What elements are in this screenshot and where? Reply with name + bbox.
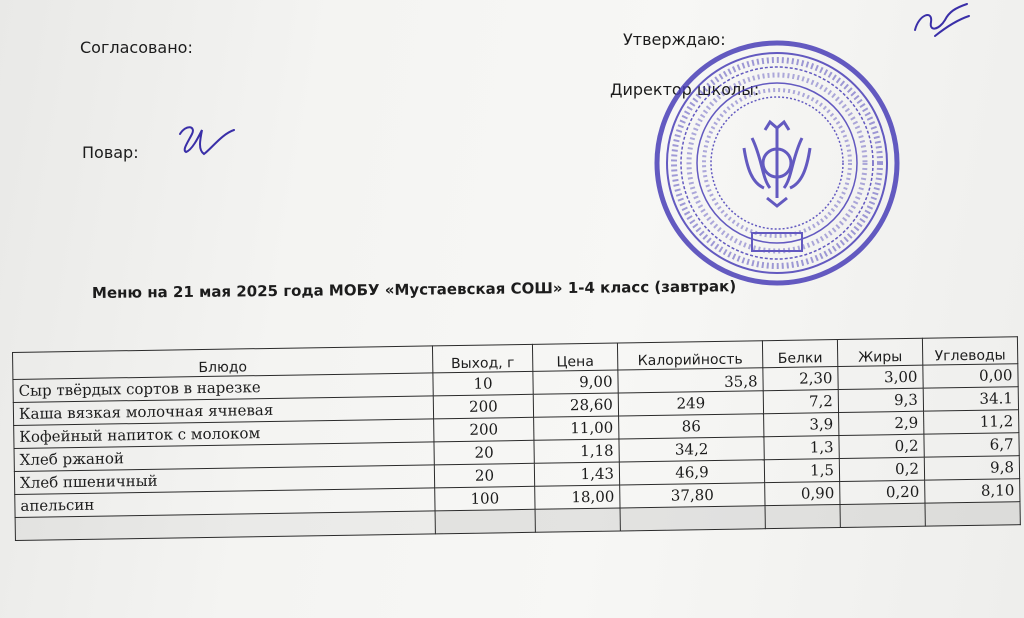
dish-protein: 1,5 [764, 459, 839, 483]
dish-calories: 249 [618, 391, 763, 416]
col-header-yield: Выход, г [432, 344, 532, 373]
dish-yield: 20 [434, 463, 534, 488]
dish-fat: 2,9 [839, 411, 924, 435]
director-signature [905, 0, 975, 45]
dish-name: Сыр твёрдых сортов в нарезке [13, 373, 433, 403]
cook-signature [172, 120, 242, 160]
dish-fat: 0,20 [840, 480, 925, 504]
dish-yield: 100 [435, 486, 535, 511]
dish-name: Кофейный напиток с молоком [14, 419, 434, 449]
col-header-carbs: Углеводы [922, 337, 1017, 365]
col-header-calories: Калорийность [617, 341, 762, 370]
cook-label: Повар: [82, 143, 139, 162]
dish-carbs: 34.1 [923, 387, 1018, 411]
menu-table [12, 336, 1021, 541]
dish-protein: 1,3 [764, 436, 839, 460]
dish-carbs: 8,10 [925, 479, 1020, 503]
approved-label: Согласовано: [80, 38, 193, 57]
dish-price: 1,18 [534, 439, 619, 463]
dish-fat: 3,00 [838, 365, 923, 389]
dish-protein: 0,90 [765, 482, 840, 506]
dish-calories: 35,8 [618, 368, 763, 393]
menu-title: Меню на 21 мая 2025 года МОБУ «Мустаевская СОШ» 1-4 класс (завтрак) [91, 277, 737, 302]
dish-name: Хлеб пшеничный [14, 465, 434, 495]
dish-yield: 200 [434, 417, 534, 442]
empty-cell [765, 505, 840, 529]
dish-price: 1,43 [534, 462, 619, 486]
dish-calories: 86 [619, 414, 764, 439]
dish-yield: 20 [434, 440, 534, 465]
dish-calories: 46,9 [619, 460, 764, 485]
col-header-fat: Жиры [837, 338, 922, 366]
dish-price: 9,00 [533, 370, 618, 394]
dish-price: 28,60 [533, 393, 618, 417]
dish-calories: 37,80 [620, 483, 765, 508]
empty-cell [925, 502, 1020, 526]
empty-cell [435, 509, 535, 534]
empty-cell [840, 503, 925, 527]
dish-price: 18,00 [535, 485, 620, 509]
dish-yield: 10 [433, 371, 533, 396]
dish-protein: 7,2 [763, 390, 838, 414]
dish-name: апельсин [15, 488, 435, 518]
dish-carbs: 0,00 [923, 364, 1018, 388]
dish-name: Хлеб ржаной [14, 442, 434, 472]
director-label: Директор школы: [610, 80, 760, 99]
dish-name: Каша вязкая молочная ячневая [13, 396, 433, 426]
dish-price: 11,00 [534, 416, 619, 440]
dish-carbs: 9,8 [924, 456, 1019, 480]
dish-carbs: 11,2 [924, 410, 1019, 434]
empty-cell [620, 506, 765, 531]
dish-fat: 0,2 [839, 434, 924, 458]
col-header-dish: Блюдо [13, 346, 433, 380]
col-header-price: Цена [532, 343, 617, 371]
dish-fat: 0,2 [839, 457, 924, 481]
dish-protein: 2,30 [763, 367, 838, 391]
col-header-protein: Белки [762, 340, 837, 368]
school-stamp [652, 38, 902, 288]
approve-label: Утверждаю: [623, 30, 726, 49]
dish-yield: 200 [433, 394, 533, 419]
dish-calories: 34,2 [619, 437, 764, 462]
dish-fat: 9,3 [838, 388, 923, 412]
empty-cell [535, 508, 620, 532]
dish-protein: 3,9 [764, 413, 839, 437]
dish-carbs: 6,7 [924, 433, 1019, 457]
